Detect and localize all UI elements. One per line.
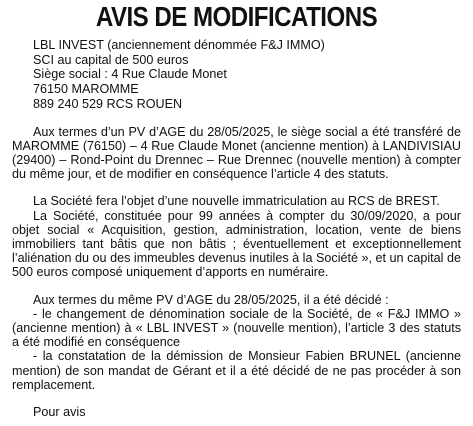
spacer bbox=[12, 112, 461, 125]
spacer bbox=[12, 392, 461, 405]
transfer-paragraph: Aux termes d’un PV d’AGE du 28/05/2025, le siège social a été transféré de MAROMME (76150) – 4 Rue Claude Monet (ancienne mention) à LANDIVISIAU (29400) – Rond-Point du Drennec – Rue Drennec (nouvelle mention) à compter du même jour, et de modifier en conséquence l’article 4 des statuts. bbox=[12, 124, 461, 182]
company-capital: SCI au capital de 500 euros bbox=[33, 52, 189, 67]
notice-title: AVIS DE MODIFICATIONS bbox=[95, 1, 378, 32]
company-registration: 889 240 529 RCS ROUEN bbox=[33, 96, 183, 111]
spacer bbox=[12, 280, 461, 293]
company-city: 76150 MAROMME bbox=[33, 82, 139, 97]
closing-text: Pour avis bbox=[33, 404, 86, 419]
company-info bbox=[33, 38, 461, 112]
decisions-intro: Aux termes du même PV d’AGE du 28/05/2025, il a été décidé : bbox=[33, 292, 389, 307]
registration-line: La Société fera l’objet d’une nouvelle immatriculation au RCS de BREST. bbox=[33, 194, 440, 209]
decision-name-change: - le changement de dénomination sociale de la Société, de « F&J IMMO » (ancienne mention) à « LBL INVEST » (nouvelle mention), l’article 3 des statuts a été modifié en conséquence bbox=[12, 306, 461, 350]
company-address: Siège social : 4 Rue Claude Monet bbox=[33, 67, 227, 82]
company-name: LBL INVEST (anciennement dénommée F&J IMMO) bbox=[33, 38, 325, 52]
decision-manager-resignation: - la constatation de la démission de Monsieur Fabien BRUNEL (ancienne mention) de son mandat de Gérant et il a été décidé de ne pas procéder à son remplacement. bbox=[12, 349, 461, 392]
company-purpose-paragraph: La Société, constituée pour 99 années à compter du 30/09/2020, a pour objet social « Acquisition, gestion, administration, location, vente de biens immobiliers tant bâtis que non bâtis ; éventuellement et exceptionnellement l’aliénation du ou des immeubles devenus inutiles à la Société », et un capital de 500 euros composé uniquement d’apports en numéraire. bbox=[12, 208, 461, 280]
spacer bbox=[12, 181, 461, 194]
